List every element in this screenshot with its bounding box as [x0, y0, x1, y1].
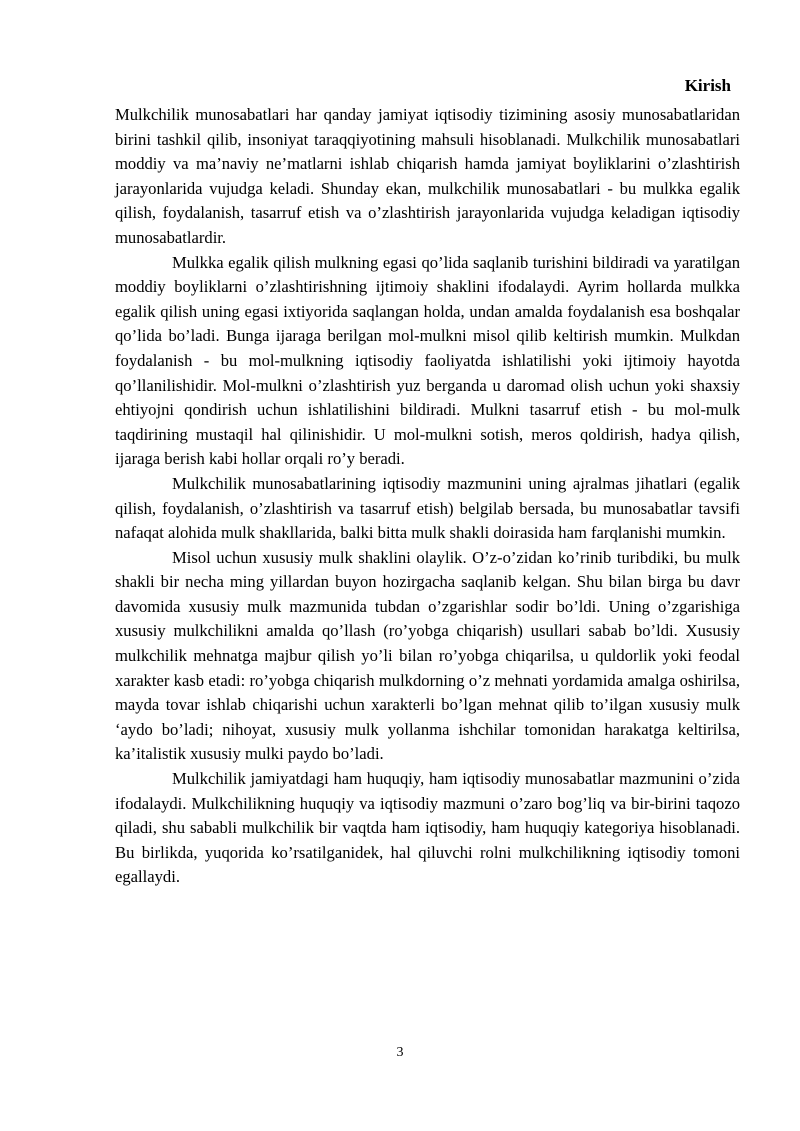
paragraph-4: Misol uchun xususiy mulk shaklini olaylik. O’z-o’zidan ko’rinib turibdiki, bu mulk shakli bir necha ming yillardan buyon hozirgacha saqlanib kelgan. Shu bilan birga bu davr davomida xususiy mulk mazmunida tubdan o’zgarishlar sodir bo’ldi. Uning o’zgarishiga xususiy mulkchilikni amalda qo’llash (ro’yobga chiqarish) usullari sabab bo’ldi. Xususiy mulkchilik mehnatga majbur qilish yo’li bilan ro’yobga chiqarilsa, u quldorlik yoki feodal xarakter kasb etadi: ro’yobga chiqarish mulkdorning o’z mehnati yordamida amalga oshirilsa, mayda tovar ishlab chiqarishi uchun xarakterli bo’lgan mehnat qilib to’ilgan xususiy mulk ‘aydo bo’ladi; nihoyat, xususiy mulk yollanma ishchilar tomonidan harakatga keltirilsa, ka’italistik xususiy mulki paydo bo’ladi. — [115, 547, 740, 764]
paragraph-1: Mulkchilik munosabatlari har qanday jamiyat iqtisodiy tizimining asosiy munosabatlaridan birini tashkil qilib, insoniyat taraqqiyotining mahsuli hisoblanadi. Mulkchilik munosabatlari moddiy va ma’naviy ne’matlarni ishlab chiqarish hamda jamiyat boyliklarini o’zlashtirish jarayonlarida vujudga keladi. Shunday ekan, mulkchilik munosabatlari - bu mulkka egalik qilish, foydalanish, tasarruf etish va o’zlashtirish jarayonlarida vujudga keladigan iqtisodiy munosabatlardir. — [115, 105, 740, 247]
page-number: 3 — [396, 1045, 404, 1060]
paragraph-2: Mulkka egalik qilish mulkning egasi qo’lida saqlanib turishini bildiradi va yaratilgan moddiy boyliklarni o’zlashtirishning ijtimoiy shaklini ifodalaydi. Ayrim hollarda mulkka egalik qilish uning egasi ixtiyorida saqlangan holda, undan amalda foydalanish esa boshqalar qo’lida bo’ladi. Bunga ijaraga berilgan mol-mulkni misol qilib keltirish mumkin. Mulkdan foydalanish - bu mol-mulkning iqtisodiy faoliyatda ishlatilishi yoki ijtimoiy hayotda qo’llanilishidir. Mol-mulkni o’zlashtirish yuz berganda u daromad olish uchun yoki shaxsiy ehtiyojni qondirish uchun ishlatilishini bildiradi. Mulkni tasarruf etish - bu mol-mulk taqdirining mustaqil hal qilinishidir. U mol-mulkni sotish, meros qoldirish, hadya qilish, ijaraga berish kabi hollar orqali ro’y beradi. — [115, 252, 740, 469]
paragraph-5: Mulkchilik jamiyatdagi ham huquqiy, ham iqtisodiy munosabatlar mazmunini o’zida ifodalaydi. Mulkchilikning huquqiy va iqtisodiy mazmuni o’zaro bog’liq va bir-birini taqozo qiladi, shu sababli mulkchilik bir vaqtda ham iqtisodiy, ham huquqiy kategoriya hisoblanadi. Bu birlikda, yuqorida ko’rsatilganidek, hal qiluvchi rolni mulkchilikning iqtisodiy tomoni egallaydi. — [115, 769, 740, 887]
section-heading: Kirish — [684, 76, 731, 95]
paragraph-3: Mulkchilik munosabatlarining iqtisodiy mazmunini uning ajralmas jihatlari (egalik qilish, foydalanish, o’zlashtirish va tasarruf etish) belgilab bersada, bu munosabatlar tavsifi nafaqat alohida mulk shakllarida, balki bitta mulk shakli doirasida ham farqlanishi mumkin. — [115, 473, 740, 543]
body-text — [115, 103, 740, 890]
